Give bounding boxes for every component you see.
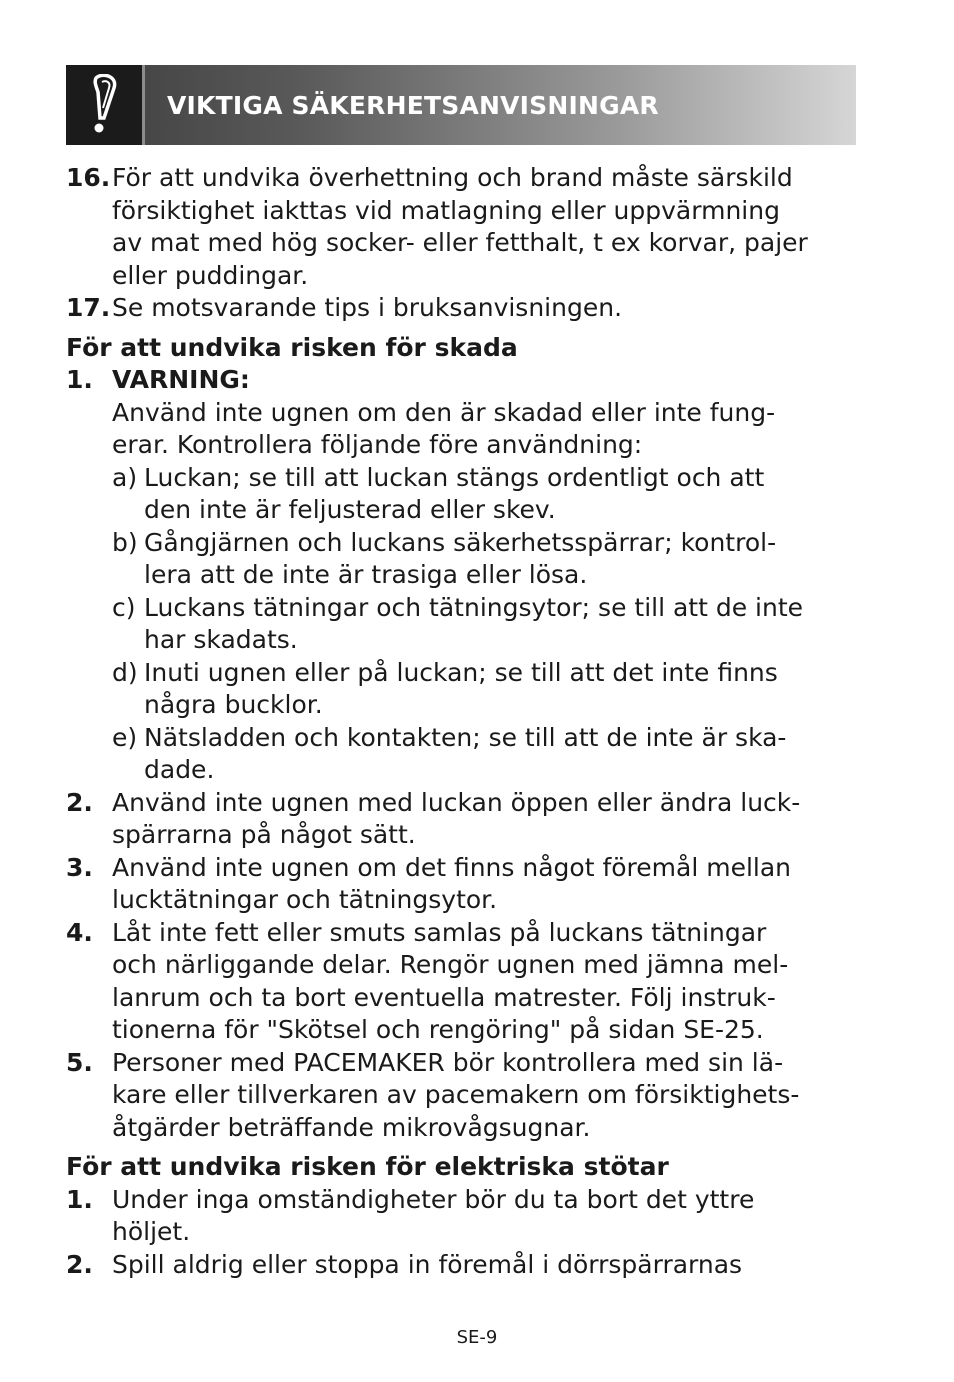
sub-item-d [66,657,856,690]
list-item-5 [66,1047,856,1080]
section-banner [66,65,856,145]
item-number: 1. [66,365,93,394]
item-text: Spill aldrig eller stoppa in föremål i dörrspärrarnas [112,1249,743,1279]
item-text: av mat med hög socker- eller fetthalt, t ex korvar, pajer [112,228,808,257]
list-item-16 [66,162,856,195]
item-text: Använd inte ugnen om den är skadad eller inte fung- [112,397,776,427]
item-number: 16. [66,163,111,192]
sub-item-text: Nätsladden och kontakten; se till att de inte är ska- [144,722,787,752]
item-text: försiktighet iakttas vid matlagning eller uppvärmning [112,195,780,225]
item-text: Använd inte ugnen om det finns något föremål mellan [112,852,792,882]
item-text: Personer med PACEMAKER bör kontrollera med sin lä- [112,1047,784,1077]
item-text: eller puddingar. [112,260,309,290]
item-text: spärrarna på något sätt. [112,820,416,849]
item-text: För att undvika överhettning och brand måste särskild [112,163,793,192]
item-number: 2. [66,1249,93,1279]
sub-item-text: Gångjärnen och luckans säkerhetsspärrar; kontrol- [144,527,777,557]
item-number: 4. [66,917,93,947]
item-number: 5. [66,1047,93,1077]
list-item-3 [66,852,856,885]
item-text: Använd inte ugnen med luckan öppen eller ändra luck- [112,787,801,817]
warning-item [66,364,856,397]
item-text: kare eller tillverkaren av pacemakern om försiktighets- [112,1080,800,1109]
item-number: 2. [66,787,93,817]
sub-item-e [66,722,856,755]
sub-item-text: den inte är feljusterad eller skev. [144,495,556,524]
item-text: åtgärder beträffande mikrovågsugnar. [112,1112,591,1142]
warning-label: VARNING: [112,365,250,394]
list-item-17 [66,292,856,325]
item-text: Låt inte fett eller smuts samlas på luckans tätningar [112,917,767,947]
sub-item-letter: d) [112,657,138,687]
item-text: lanrum och ta bort eventuella matrester. Följ instruk- [112,982,776,1012]
list-item-2 [66,787,856,820]
sub-item-letter: a) [112,462,138,492]
exclamation-icon [66,65,142,145]
sub-item-text: dade. [144,755,215,784]
list-item-e2 [66,1249,856,1282]
item-text: Under inga omständigheter bör du ta bort det yttre [112,1184,755,1214]
list-item-4 [66,917,856,950]
sub-item-letter: e) [112,722,138,752]
sub-item-a [66,462,856,495]
item-text: Se motsvarande tips i bruksanvisningen. [112,293,623,322]
item-text: tionerna för "Skötsel och rengöring" på sidan SE-25. [112,1015,764,1044]
section-heading-injury: För att undvika risken för skada [66,332,518,362]
sub-item-text: lera att de inte är trasiga eller lösa. [144,560,588,589]
sub-item-text: har skadats. [144,625,298,654]
exclamation-icon-glyph [84,74,124,136]
item-text: och närliggande delar. Rengör ugnen med jämna mel- [112,950,789,979]
item-number: 17. [66,293,111,322]
page-title: VIKTIGA SÄKERHETSANVISNINGAR [167,90,659,120]
sub-item-text: Luckan; se till att luckan stängs ordentligt och att [144,462,765,492]
sub-item-text: Inuti ugnen eller på luckan; se till att det inte finns [144,657,778,687]
sub-item-text: några bucklor. [144,690,323,719]
item-number: 1. [66,1184,93,1214]
sub-item-b [66,527,856,560]
item-text: höljet. [112,1217,191,1246]
document-body [66,162,856,1281]
sub-item-c [66,592,856,625]
sub-item-letter: b) [112,527,138,557]
banner-divider [142,65,145,145]
page-number: SE-9 [456,1327,498,1348]
item-text: lucktätningar och tätningsytor. [112,885,498,914]
sub-item-letter: c) [112,592,136,622]
list-item-e1 [66,1184,856,1217]
section-heading-electric: För att undvika risken för elektriska stötar [66,1152,669,1181]
sub-item-text: Luckans tätningar och tätningsytor; se till att de inte [144,592,804,622]
item-number: 3. [66,852,93,882]
item-text: erar. Kontrollera följande före användning: [112,430,643,459]
